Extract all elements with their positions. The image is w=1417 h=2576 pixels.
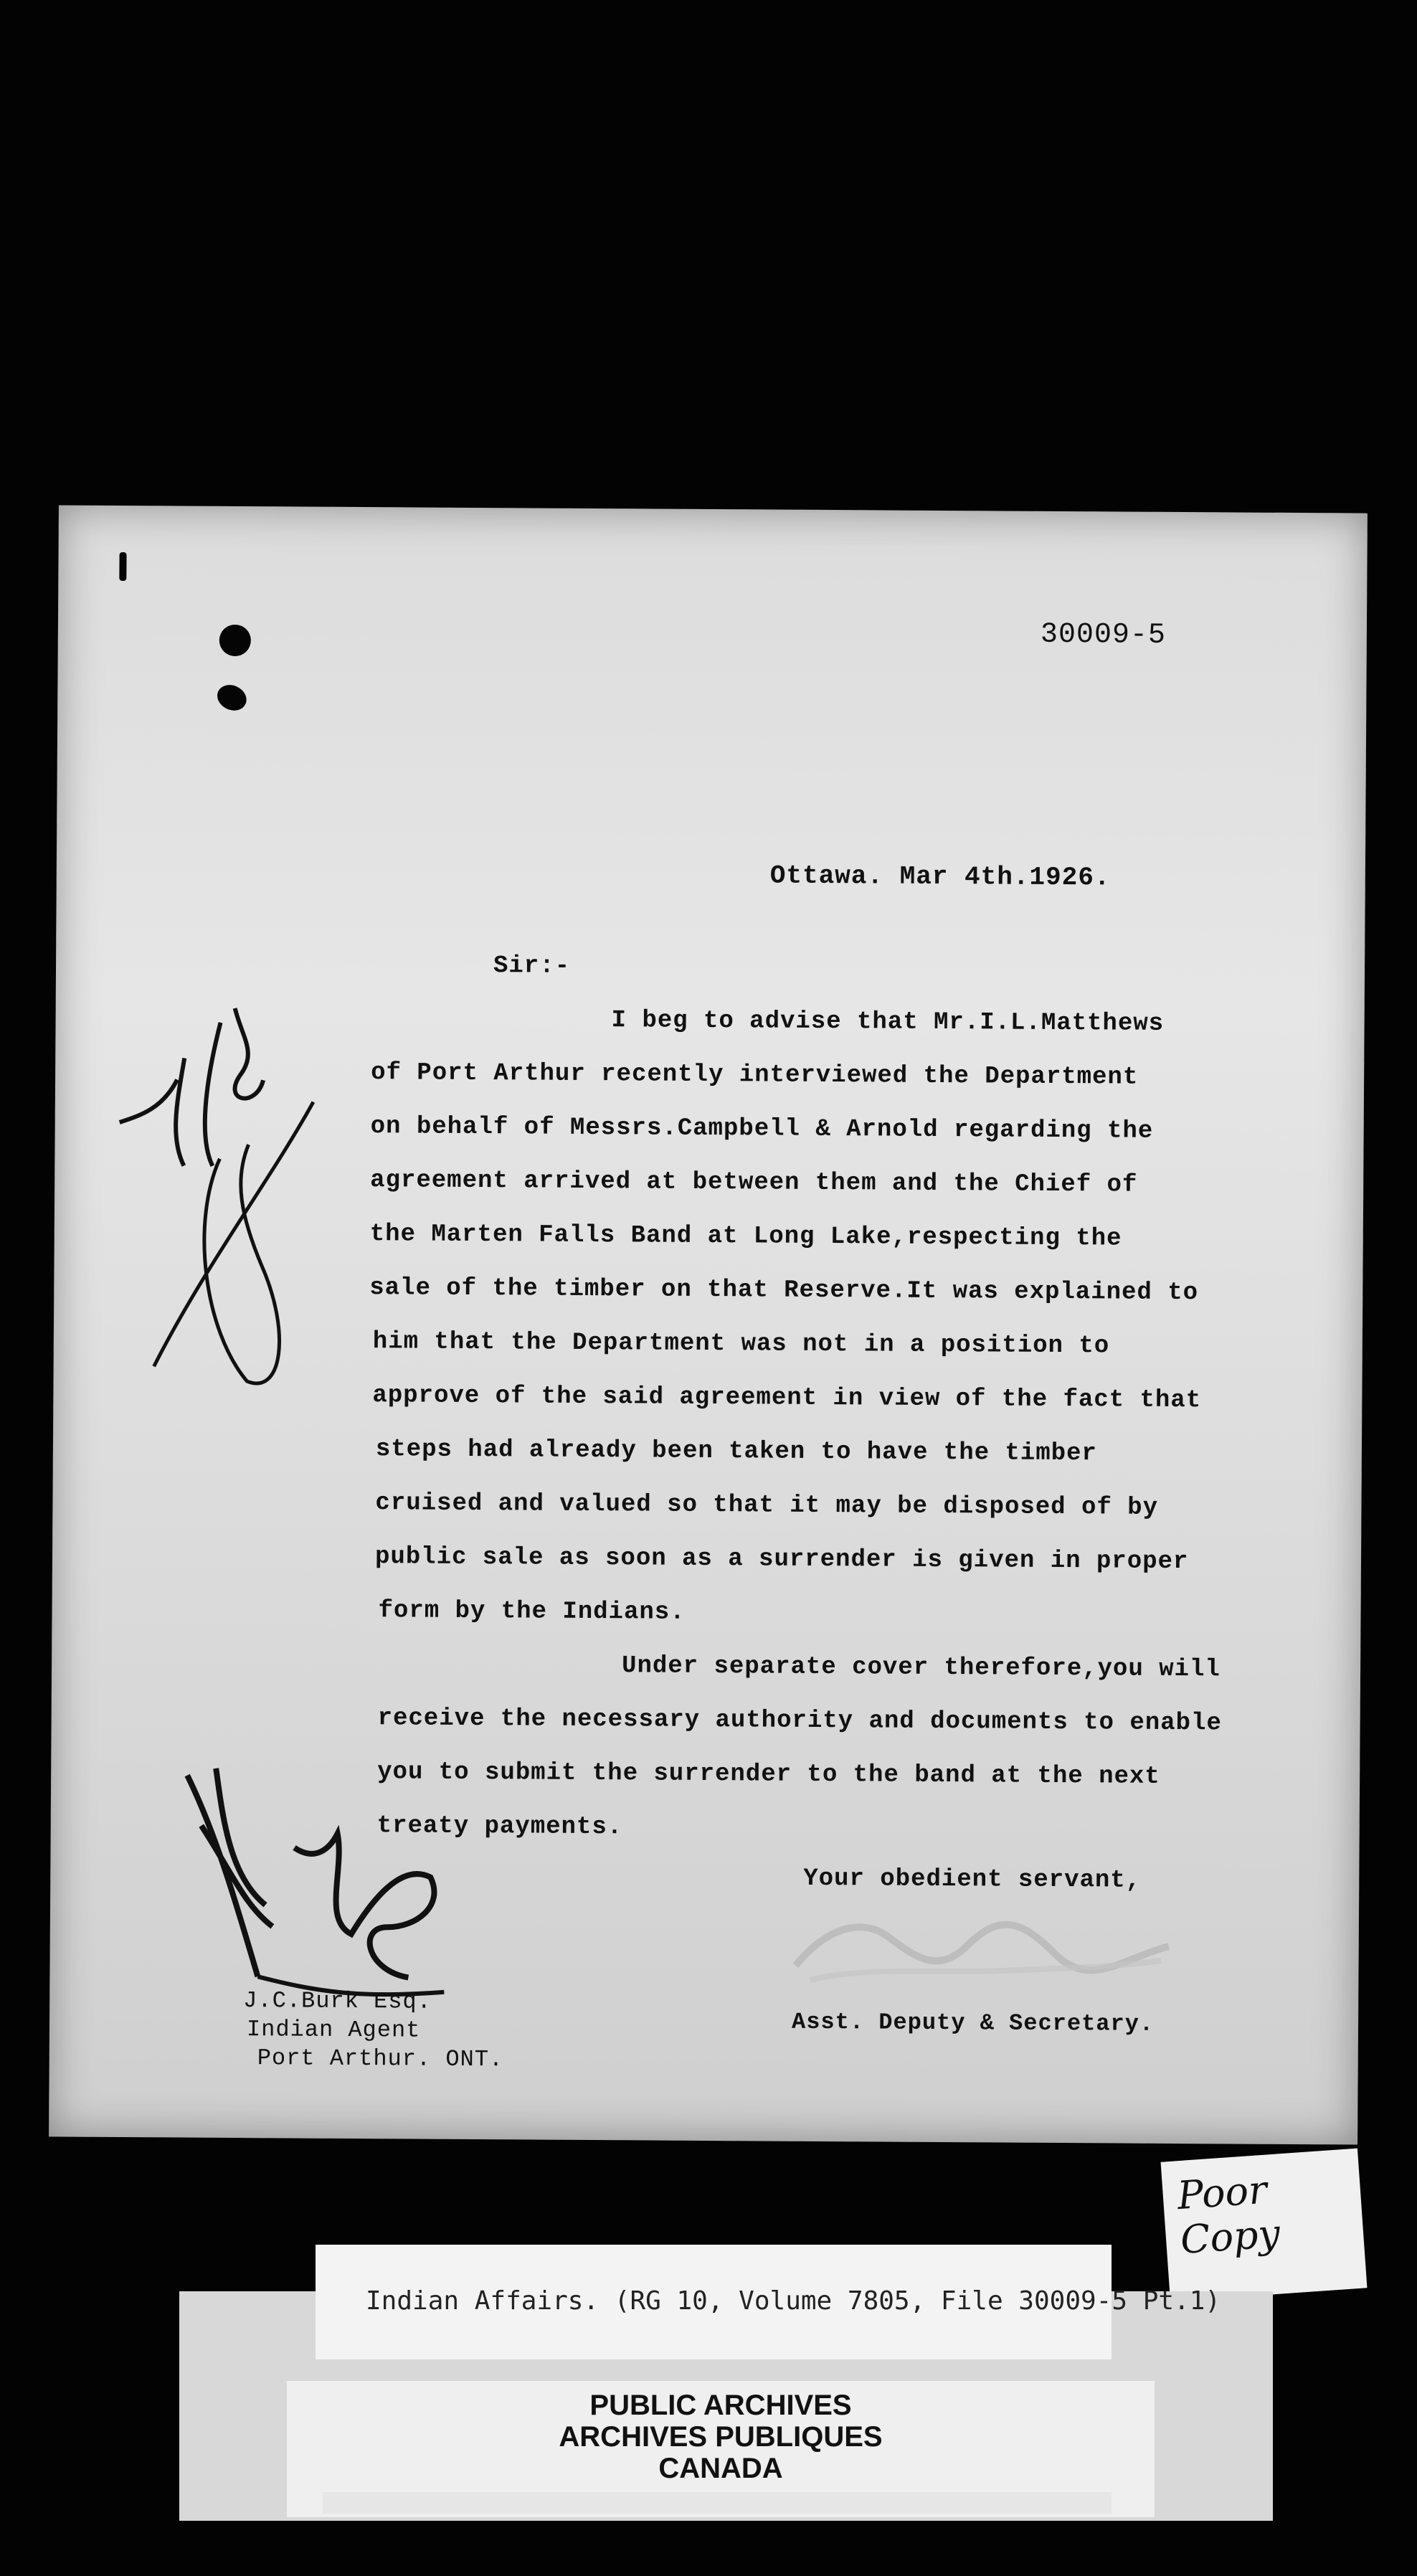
stamp-line-2: ARCHIVES PUBLIQUES — [559, 2421, 883, 2453]
addressee-name: J.C.Burk Esq. — [243, 1987, 432, 2015]
body-line: sale of the timber on that Reserve.It was explained to — [369, 1274, 1199, 1307]
body-line: you to submit the surrender to the band at the next — [377, 1758, 1160, 1791]
body-line: cruised and valued so that it may be disposed of by — [375, 1490, 1159, 1522]
label-bottom-strip — [323, 2492, 1112, 2514]
dateline: Ottawa. Mar 4th.1926. — [769, 861, 1111, 893]
archive-reference-label — [316, 2245, 1221, 2359]
addressee-place: Port Arthur. ONT. — [257, 2045, 504, 2073]
body-line: steps had already been taken to have the timber — [375, 1436, 1097, 1468]
file-number: 30009-5 — [1040, 618, 1167, 652]
body-line: form by the Indians. — [378, 1597, 686, 1626]
signature-title: Asst. Deputy & Secretary. — [791, 2008, 1155, 2037]
handwritten-mark — [171, 1761, 518, 2064]
punch-hole-bottom — [213, 681, 251, 716]
punch-hole-top — [219, 625, 251, 656]
body-line: Under separate cover therefore,you will — [621, 1652, 1221, 1684]
body-line: public sale as soon as a surrender is given in proper — [374, 1543, 1189, 1576]
archive-reference: Indian Affairs. (RG 10, Volume 7805, File 30009-5 Pt.1) — [366, 2286, 1221, 2316]
stamp-line-1: PUBLIC ARCHIVES — [589, 2390, 852, 2421]
ink-mark — [119, 552, 126, 581]
poor-copy-text: Poor Copy — [1175, 2167, 1281, 2263]
poor-copy-note — [1161, 2149, 1368, 2302]
body-line: agreement arrived at between them and the Chief of — [370, 1167, 1138, 1199]
body-line: treaty payments. — [376, 1812, 623, 1842]
salutation: Sir:- — [493, 952, 571, 980]
body-line: him that the Department was not in a position to — [372, 1328, 1110, 1360]
body-line: of Port Arthur recently interviewed the Department — [371, 1059, 1139, 1092]
letter-page — [49, 505, 1368, 2144]
stamp-line-3: CANADA — [658, 2453, 783, 2484]
body-line: on behalf of Messrs.Campbell & Arnold regarding the — [370, 1113, 1154, 1145]
addressee-title: Indian Agent — [246, 2016, 421, 2044]
body-line: I beg to advise that Mr.I.L.Matthews — [611, 1007, 1165, 1038]
body-line: approve of the said agreement in view of the fact that — [372, 1382, 1202, 1415]
body-line: receive the necessary authority and documents to enable — [377, 1705, 1222, 1738]
initials-handwriting — [110, 993, 342, 1396]
closing: Your obedient servant, — [803, 1865, 1142, 1895]
secretary-signature — [781, 1887, 1183, 1997]
body-line: the Marten Falls Band at Long Lake,respecting the — [369, 1221, 1122, 1253]
